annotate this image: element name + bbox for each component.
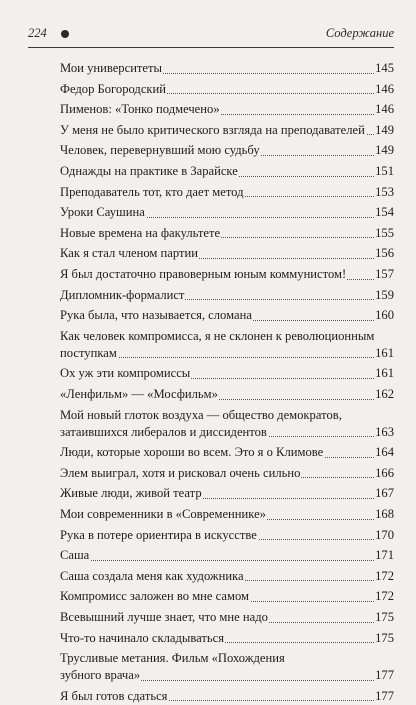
toc-entry-page: 160 bbox=[375, 308, 394, 323]
toc-entry-page: 146 bbox=[375, 81, 394, 96]
toc-entry[interactable] bbox=[60, 485, 394, 502]
toc-entry-title: Что-то начинало складываться bbox=[60, 630, 224, 645]
toc-entry-title: Дипломник-формалист bbox=[60, 287, 185, 302]
toc-entry-title: Компромисс заложен во мне самом bbox=[60, 589, 249, 604]
toc-entry-title: «Ленфильм» — «Мосфильм» bbox=[60, 387, 218, 401]
toc-entry-page: 157 bbox=[375, 267, 394, 281]
toc-entry-title: Федор Богородский bbox=[60, 81, 167, 96]
toc-entry[interactable] bbox=[60, 245, 394, 262]
toc-entry-page: 175 bbox=[375, 610, 394, 624]
toc-entry-title: Саша bbox=[60, 548, 90, 563]
toc-entry-page: 168 bbox=[375, 507, 394, 521]
toc-entry-title: Рука была, что называется, сломана bbox=[60, 308, 252, 323]
toc-entry-page: 172 bbox=[375, 568, 394, 583]
toc-entry-page: 149 bbox=[375, 122, 394, 137]
toc-entry-page: 149 bbox=[375, 143, 394, 158]
toc-entry[interactable] bbox=[60, 204, 394, 221]
toc-entry-page: 162 bbox=[375, 387, 394, 401]
toc-entry[interactable] bbox=[60, 465, 394, 482]
toc-entry-page: 154 bbox=[375, 205, 394, 220]
toc-entry[interactable] bbox=[60, 307, 394, 324]
toc-entry[interactable] bbox=[60, 60, 394, 77]
toc-entry[interactable] bbox=[60, 365, 394, 382]
toc-entry[interactable] bbox=[60, 609, 394, 626]
toc-entry[interactable] bbox=[60, 588, 394, 605]
toc-entry-page: 151 bbox=[375, 164, 394, 178]
toc-entry-title: Мои современники в «Современнике» bbox=[60, 507, 266, 521]
toc-entry[interactable] bbox=[60, 81, 394, 98]
header-rule bbox=[28, 47, 394, 48]
toc-entry-page: 161 bbox=[375, 345, 394, 360]
toc-entry-title: Трусливые метания. Фильм «Похождения bbox=[60, 651, 285, 666]
page-header bbox=[28, 26, 394, 42]
toc-entry[interactable] bbox=[60, 568, 394, 585]
toc-entry[interactable] bbox=[60, 650, 394, 684]
toc-entry-title: Элем выиграл, хотя и рисковал очень сильно bbox=[60, 465, 301, 480]
toc-entry-page: 172 bbox=[375, 589, 394, 604]
toc-entry-title: зубного врача» bbox=[60, 668, 141, 683]
toc-entry-title: Всевышний лучше знает, что мне надо bbox=[60, 610, 268, 624]
toc-entry-title: Как человек компромисса, я не склонен к революционным bbox=[60, 328, 375, 343]
bullet-icon bbox=[61, 30, 69, 38]
toc-entry-title: У меня не было критического взгляда на преподавателей bbox=[60, 122, 365, 137]
toc-entry-title: Саша создала меня как художника bbox=[60, 568, 244, 583]
toc-entry-page: 146 bbox=[375, 102, 394, 117]
toc-entry[interactable] bbox=[60, 287, 394, 304]
toc-entry-page: 167 bbox=[375, 486, 394, 501]
toc-entry-page: 153 bbox=[375, 184, 394, 199]
toc-entry-page: 155 bbox=[375, 225, 394, 240]
toc-entry[interactable] bbox=[60, 142, 394, 159]
toc-entry-page: 175 bbox=[375, 630, 394, 645]
toc-entry[interactable] bbox=[60, 506, 394, 523]
toc-entry-page: 170 bbox=[375, 527, 394, 542]
page-number: 224 bbox=[28, 26, 47, 40]
toc-entry-title: затаившихся либералов и диссидентов bbox=[60, 424, 267, 439]
toc-entry[interactable] bbox=[60, 122, 394, 139]
toc-entry-page: 156 bbox=[375, 246, 394, 261]
toc-entry-page: 161 bbox=[375, 366, 394, 381]
toc-entry-title: Уроки Саушина bbox=[60, 205, 145, 220]
toc-entry-title: Я был готов сдаться bbox=[60, 688, 168, 703]
toc-entry[interactable] bbox=[60, 444, 394, 461]
toc-entry-page: 163 bbox=[375, 424, 394, 439]
toc-entry-title: Живые люди, живой театр bbox=[60, 486, 202, 501]
toc-entry-title: Пименов: «Тонко подмечено» bbox=[60, 102, 220, 117]
toc-entry[interactable] bbox=[60, 101, 394, 118]
toc-entry[interactable] bbox=[60, 225, 394, 242]
toc-entry[interactable] bbox=[60, 163, 394, 180]
toc-entry-title: Человек, перевернувший мою судьбу bbox=[60, 143, 260, 158]
toc-entry[interactable] bbox=[60, 184, 394, 201]
toc-entry-title: Ох уж эти компромиссы bbox=[60, 366, 191, 381]
toc-entry-title: Мой новый глоток воздуха — общество демократов, bbox=[60, 407, 342, 422]
toc-entry-page: 166 bbox=[375, 465, 394, 480]
toc-entry[interactable] bbox=[60, 630, 394, 647]
running-head-title: Содержание bbox=[325, 26, 394, 40]
toc-entry-title: Как я стал членом партии bbox=[60, 246, 198, 261]
toc-entry-title: Преподаватель тот, кто дает метод bbox=[60, 184, 244, 199]
toc-entry[interactable] bbox=[60, 547, 394, 564]
toc-entry-page: 177 bbox=[375, 688, 394, 703]
toc-entry[interactable] bbox=[60, 688, 394, 705]
toc-entry-page: 145 bbox=[375, 61, 394, 75]
toc-entry[interactable] bbox=[60, 328, 394, 362]
toc-entry-title: Я был достаточно правоверным юным коммунистом! bbox=[60, 267, 347, 281]
toc-entry-page: 177 bbox=[375, 668, 394, 683]
toc-entry-title: Однажды на практике в Зарайске bbox=[60, 164, 238, 178]
toc-entry-page: 159 bbox=[375, 287, 394, 302]
toc-entry[interactable] bbox=[60, 407, 394, 441]
toc-entry-title: Новые времена на факультете bbox=[60, 225, 221, 240]
toc-entry-title: Мои университеты bbox=[60, 61, 162, 75]
toc-entry-page: 164 bbox=[375, 445, 394, 460]
toc-entry[interactable] bbox=[60, 386, 394, 403]
toc-entry-title: Рука в потере ориентира в искусстве bbox=[60, 527, 257, 542]
toc-entry-title: Люди, которые хороши во всем. Это я о Климове bbox=[60, 445, 324, 460]
toc-entry[interactable] bbox=[60, 527, 394, 544]
toc-entry-title: поступкам bbox=[60, 345, 117, 360]
toc-entry-page: 171 bbox=[375, 548, 394, 563]
toc-entry[interactable] bbox=[60, 266, 394, 283]
